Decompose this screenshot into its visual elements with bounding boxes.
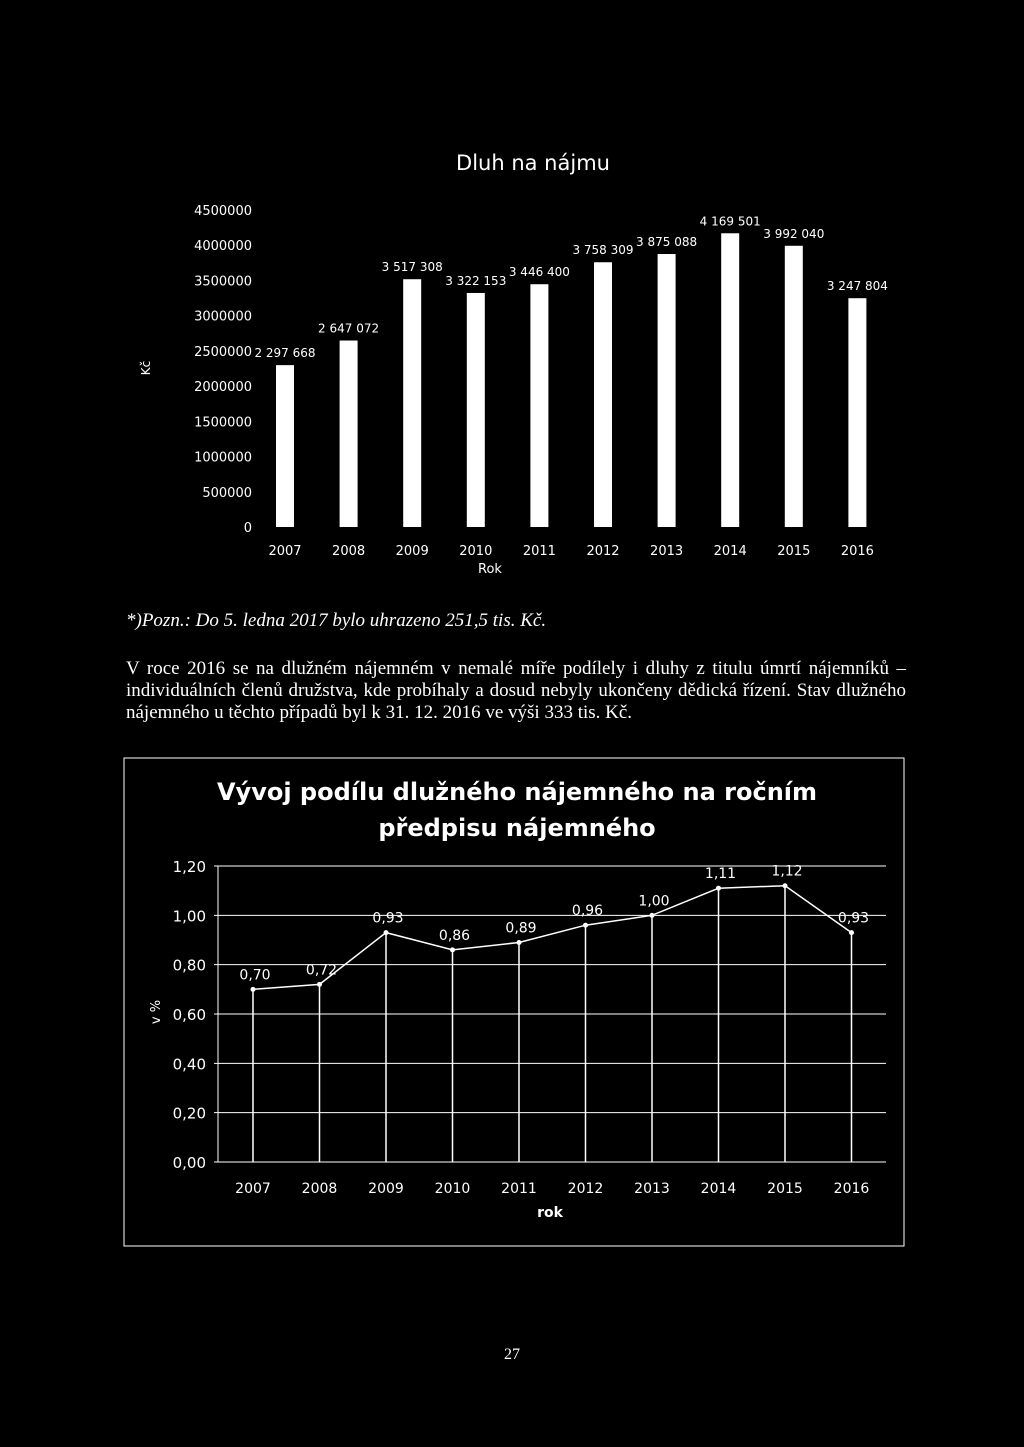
chart1-xtick-label: 2015	[777, 544, 811, 559]
chart1-ytick-label: 500000	[202, 485, 252, 501]
chart1-xtick-label: 2008	[332, 544, 366, 559]
chart1-xtick-label: 2012	[586, 544, 620, 559]
chart2-title-line1: Vývoj podílu dlužného nájemného na ročním	[216, 778, 818, 806]
chart1-ytick-label: 4500000	[194, 204, 252, 219]
chart1-data-label: 4 169 501	[699, 214, 761, 229]
chart2-data-label: 0,70	[239, 967, 271, 984]
chart2-ytick-label: 1,00	[172, 907, 206, 926]
chart1-data-label: 3 517 308	[381, 260, 443, 275]
chart1-xtick-label: 2007	[268, 544, 302, 559]
chart2-title-line2: předpisu nájemného	[378, 814, 656, 842]
chart2-ylabel: v %	[149, 999, 164, 1025]
chart1-data-label: 3 247 804	[826, 279, 888, 294]
chart2-data-label: 0,89	[505, 920, 537, 937]
chart2-data-label: 0,96	[571, 903, 604, 920]
chart1-ylabel: Kč	[139, 360, 153, 376]
page-number: 27	[504, 1346, 520, 1363]
chart2-point-2007	[251, 987, 256, 992]
chart1-ytick-label: 3000000	[194, 309, 252, 325]
chart2-xtick-label: 2011	[501, 1181, 537, 1197]
chart1-data-label: 2 297 668	[254, 346, 316, 361]
chart1-xtick-label: 2011	[522, 544, 556, 559]
chart2-xtick-label: 2007	[235, 1181, 271, 1197]
chart2-data-label: 0,93	[372, 910, 404, 927]
share-series-line	[253, 886, 852, 990]
chart1-xtick-label: 2010	[459, 544, 493, 559]
chart2-point-2015	[783, 883, 788, 888]
chart2-point-2016	[849, 930, 854, 935]
chart2-data-label: 0,72	[305, 962, 338, 979]
chart2-xtick-label: 2009	[368, 1181, 404, 1197]
chart2-point-2014	[716, 886, 721, 891]
chart2-ytick-label: 0,60	[172, 1006, 206, 1024]
chart1-data-label: 3 992 040	[763, 226, 825, 241]
chart2-data-label: 1,11	[704, 866, 737, 883]
chart2-xtick-label: 2012	[567, 1181, 604, 1197]
chart1-ytick-label: 2500000	[194, 344, 252, 360]
chart1-ytick-label: 1500000	[194, 415, 252, 431]
chart1-data-label: 3 875 088	[636, 235, 698, 250]
chart2-data-label: 0,93	[837, 910, 870, 927]
chart1-data-label: 3 446 400	[508, 265, 570, 280]
description-paragraph: V roce 2016 se na dlužném nájemném v nemalé míře podílely i dluhy z titulu úmrtí nájemníků – individuálních členů družstva, kde probíhaly a dosud nebyly ukončeny dědická řízení. Stav dlužného nájemného u těchto případů byl k 31. 12. 2016 ve výši 333 tis. Kč.	[126, 658, 906, 723]
chart2-xtick-label: 2016	[833, 1181, 870, 1197]
chart1-xtick-label: 2013	[650, 544, 684, 559]
chart2-data-label: 0,86	[438, 927, 471, 944]
chart1-ytick-label: 0	[243, 521, 252, 536]
chart1-data-label: 2 647 072	[318, 321, 380, 336]
chart2-point-2013	[650, 913, 655, 918]
note-text: *)Pozn.: Do 5. ledna 2017 bylo uhrazeno 251,5 tis. Kč.	[126, 610, 547, 631]
chart2-ytick-label: 0,40	[172, 1055, 206, 1074]
chart2-xtick-label: 2015	[767, 1181, 803, 1197]
chart1-data-label: 3 322 153	[445, 273, 507, 288]
chart2-xlabel: rok	[537, 1205, 563, 1221]
chart2-xtick-label: 2014	[700, 1181, 737, 1197]
chart1-ytick-label: 3500000	[194, 274, 252, 290]
chart1-xtick-label: 2016	[840, 544, 874, 559]
chart1-data-label: 3 758 309	[572, 243, 634, 258]
chart2-ytick-label: 1,20	[172, 858, 206, 876]
chart1-ytick-label: 4000000	[194, 239, 252, 255]
chart2-data-label: 1,12	[771, 863, 803, 880]
chart1-ytick-label: 1000000	[194, 450, 252, 466]
chart2-ytick-label: 0,00	[172, 1154, 206, 1172]
chart2-data-label: 1,00	[638, 893, 670, 910]
chart2-xtick-label: 2008	[301, 1181, 338, 1197]
chart2-ytick-label: 0,80	[172, 956, 206, 975]
chart2-xtick-label: 2013	[634, 1181, 670, 1197]
chart2-point-2008	[317, 982, 322, 987]
chart2-ytick-label: 0,20	[172, 1104, 206, 1123]
chart1-xtick-label: 2014	[713, 544, 747, 559]
chart2-point-2010	[450, 947, 455, 952]
chart1-title: Dluh na nájmu	[456, 151, 610, 175]
chart2-point-2011	[517, 940, 522, 945]
chart2-point-2012	[583, 923, 588, 928]
chart1-xtick-label: 2009	[395, 544, 429, 559]
chart2-xtick-label: 2010	[434, 1181, 471, 1197]
chart1-ytick-label: 2000000	[194, 380, 252, 396]
chart2-point-2009	[384, 930, 389, 935]
chart1-xlabel: Rok	[478, 562, 502, 577]
